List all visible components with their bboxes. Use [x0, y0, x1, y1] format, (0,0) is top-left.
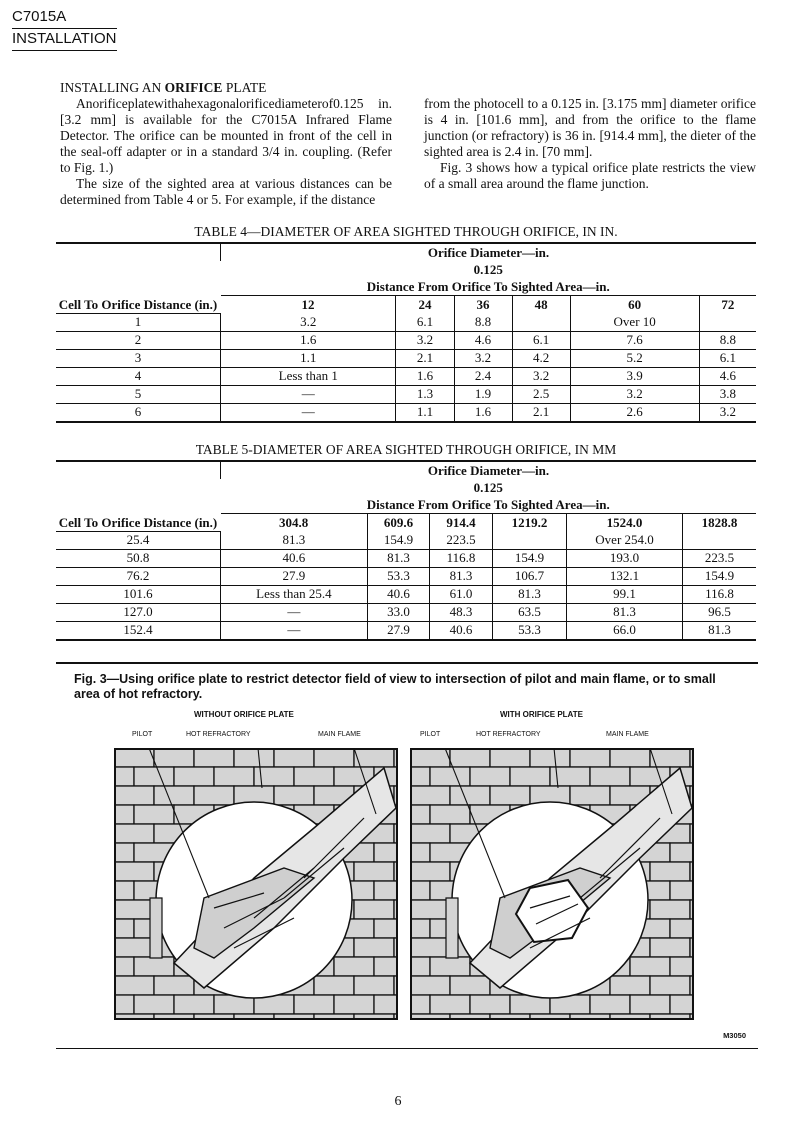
brick: [114, 748, 154, 767]
table4-col-header: 12: [301, 296, 315, 312]
brick: [134, 957, 174, 976]
brick: [610, 976, 650, 995]
brick: [374, 919, 398, 938]
table-row: [56, 567, 756, 585]
brick: [114, 938, 154, 957]
table-cell: 3.2: [454, 349, 512, 367]
brick: [470, 995, 510, 1014]
right-panel-illustration: [410, 748, 694, 1020]
table-cell: [699, 313, 756, 331]
table-cell: 106.7: [492, 567, 566, 585]
table4-row-header: Cell To Orifice Distance (in.): [56, 243, 221, 313]
left-panel-illustration: [114, 748, 398, 1020]
row-label-cell: 1: [56, 313, 221, 331]
brick: [450, 976, 490, 995]
right-label-main-flame: MAIN FLAME: [606, 731, 649, 738]
table-cell: 63.5: [492, 603, 566, 621]
brick: [410, 995, 430, 1014]
table-cell: 81.3: [221, 531, 368, 549]
brick: [374, 843, 398, 862]
brick: [590, 767, 630, 786]
table5-col-header: 609.6: [367, 514, 429, 532]
brick: [354, 938, 394, 957]
table-cell: 99.1: [567, 585, 683, 603]
brick: [410, 824, 450, 843]
brick: [114, 919, 134, 938]
table-cell: 6.1: [512, 331, 570, 349]
table-cell: 7.6: [570, 331, 699, 349]
row-label-cell: 3: [56, 349, 221, 367]
table-cell: 154.9: [492, 549, 566, 567]
table4-group-line2: 0.125: [473, 261, 503, 277]
row-label-cell: 5: [56, 385, 221, 403]
brick: [354, 900, 394, 919]
table5-row-header: Cell To Orifice Distance (in.): [56, 461, 221, 531]
brick: [314, 976, 354, 995]
brick: [410, 976, 450, 995]
figure-caption: Fig. 3—Using orifice plate to restrict detector field of view to intersection of pilot and main flame, or to small area of hot refractory.: [74, 672, 716, 701]
table-cell: 8.8: [454, 313, 512, 331]
paragraph-2-continued: from the photocell to a 0.125 in. [3.175 mm] diameter orifice is 4 in. [101.6 mm], and from the orifice to the flame junction (or refractory) is 36 in. [914.4 mm], the dieter of the sighted area is 2.4 in. [70 mm].: [424, 96, 756, 159]
table5-col-header: 1219.2: [492, 514, 566, 532]
heading-bold: ORIFICE: [164, 80, 223, 95]
table-cell: 8.8: [699, 331, 756, 349]
brick: [670, 995, 694, 1014]
right-sight-port: [446, 898, 458, 958]
brick: [114, 824, 154, 843]
brick: [410, 843, 430, 862]
paragraph-2: The size of the sighted area at various distances can be determined from Table 4 or 5. For example, if the distance: [60, 176, 392, 207]
table-row: [56, 603, 756, 621]
table4-caption: TABLE 4—DIAMETER OF AREA SIGHTED THROUGH ORIFICE, IN IN.: [194, 224, 618, 239]
table-cell: 27.9: [221, 567, 368, 585]
brick: [214, 767, 254, 786]
table5-col-header: 304.8: [279, 514, 309, 530]
brick: [650, 976, 690, 995]
table-cell: 81.3: [567, 603, 683, 621]
section-heading: [60, 80, 392, 96]
brick: [670, 957, 694, 976]
table-cell: 4.6: [699, 367, 756, 385]
table-cell: 81.3: [682, 621, 756, 640]
table-cell: 3.2: [396, 331, 454, 349]
brick: [590, 995, 630, 1014]
brick: [670, 843, 694, 862]
brick: [510, 767, 550, 786]
table-cell: 81.3: [492, 585, 566, 603]
table-cell: Over 254.0: [567, 531, 683, 549]
table4-col-header: 48: [512, 296, 570, 314]
table5-col-header: 1828.8: [682, 514, 756, 532]
table-cell: 61.0: [430, 585, 492, 603]
table4-col-header: 72: [699, 296, 756, 314]
table-cell: 2.4: [454, 367, 512, 385]
brick: [114, 786, 154, 805]
left-sight-port: [150, 898, 162, 958]
brick: [670, 881, 694, 900]
brick: [670, 919, 694, 938]
figure-3: [56, 662, 758, 1049]
table-cell: 40.6: [367, 585, 429, 603]
table-cell: —: [221, 621, 368, 640]
brick: [490, 786, 530, 805]
brick: [154, 976, 194, 995]
table4-col-header: 24: [396, 296, 454, 314]
brick: [630, 995, 670, 1014]
brick: [650, 900, 690, 919]
table-cell: 3.9: [570, 367, 699, 385]
table-cell: 193.0: [567, 549, 683, 567]
table-cell: 223.5: [430, 531, 492, 549]
left-label-main-flame: MAIN FLAME: [318, 731, 361, 738]
header-rule: [12, 28, 117, 29]
table-cell: [682, 531, 756, 549]
brick: [490, 748, 530, 767]
page-number: 6: [394, 1094, 402, 1109]
brick: [294, 995, 334, 1014]
brick: [410, 881, 430, 900]
brick: [334, 995, 374, 1014]
table-cell: 81.3: [430, 567, 492, 585]
table-cell: 4.6: [454, 331, 512, 349]
table-cell: 2.6: [570, 403, 699, 422]
table-cell: 40.6: [430, 621, 492, 640]
table-cell: 2.5: [512, 385, 570, 403]
table5-caption: TABLE 5-DIAMETER OF AREA SIGHTED THROUGH ORIFICE, IN MM: [195, 442, 617, 457]
table-row: [56, 367, 756, 385]
brick: [450, 748, 490, 767]
table-cell: 33.0: [367, 603, 429, 621]
brick: [450, 786, 490, 805]
brick: [114, 862, 154, 881]
brick: [650, 938, 690, 957]
brick: [374, 957, 398, 976]
table-cell: 1.3: [396, 385, 454, 403]
table5-col-header: 914.4: [430, 514, 492, 532]
row-label-cell: 101.6: [56, 585, 221, 603]
brick: [430, 767, 470, 786]
table-cell: 5.2: [570, 349, 699, 367]
table-cell: 223.5: [682, 549, 756, 567]
brick: [114, 995, 134, 1014]
right-panel-title: WITH ORIFICE PLATE: [500, 710, 583, 719]
table-cell: 3.2: [699, 403, 756, 422]
row-label-cell: 4: [56, 367, 221, 385]
table-cell: 2.1: [512, 403, 570, 422]
brick: [194, 786, 234, 805]
table-cell: 3.2: [221, 313, 396, 331]
brick: [334, 957, 374, 976]
brick: [114, 900, 154, 919]
brick: [374, 881, 398, 900]
table5-group-line2: 0.125: [473, 479, 503, 495]
left-label-pilot: PILOT: [132, 731, 153, 738]
table-cell: —: [221, 603, 368, 621]
table-row: [56, 585, 756, 603]
brick: [234, 748, 274, 767]
table-cell: 27.9: [367, 621, 429, 640]
row-label-cell: 25.4: [56, 531, 221, 549]
table-row: [56, 531, 756, 549]
table-cell: 1.1: [396, 403, 454, 422]
brick: [274, 748, 314, 767]
table-cell: 3.8: [699, 385, 756, 403]
brick: [114, 957, 134, 976]
table-cell: 1.9: [454, 385, 512, 403]
brick: [410, 862, 450, 881]
table-cell: 1.6: [221, 331, 396, 349]
brick: [154, 748, 194, 767]
brick: [134, 805, 174, 824]
table-cell: 4.2: [512, 349, 570, 367]
table-row: [56, 331, 756, 349]
brick: [314, 748, 354, 767]
row-label-cell: 152.4: [56, 621, 221, 640]
right-label-refractory: HOT REFRACTORY: [476, 731, 541, 738]
right-column: [424, 96, 756, 192]
table-cell: 1.6: [396, 367, 454, 385]
table-row: [56, 313, 756, 331]
brick: [430, 995, 470, 1014]
figure-code: M3050: [723, 1031, 746, 1040]
section-name: INSTALLATION: [12, 30, 117, 47]
table-cell: Less than 25.4: [221, 585, 368, 603]
brick: [410, 786, 450, 805]
table-cell: [512, 313, 570, 331]
table4-col-header: 60: [570, 296, 699, 314]
left-column: [60, 80, 392, 208]
table-cell: [492, 531, 566, 549]
table-cell: 3.2: [570, 385, 699, 403]
row-label-cell: 2: [56, 331, 221, 349]
table-cell: 116.8: [430, 549, 492, 567]
table-cell: 132.1: [567, 567, 683, 585]
table4-col-header: 36: [454, 296, 512, 314]
table-cell: 48.3: [430, 603, 492, 621]
heading-suffix: PLATE: [222, 80, 267, 95]
table-cell: Less than 1: [221, 367, 396, 385]
right-label-pilot: PILOT: [420, 731, 441, 738]
table-cell: 53.3: [367, 567, 429, 585]
table-cell: 154.9: [367, 531, 429, 549]
left-label-refractory: HOT REFRACTORY: [186, 731, 251, 738]
paragraph-3: Fig. 3 shows how a typical orifice plate restricts the view of a small area around the flame junction.: [424, 160, 756, 191]
table-cell: 81.3: [367, 549, 429, 567]
table-row: [56, 385, 756, 403]
table-cell: —: [221, 403, 396, 422]
table5-group-line1: Orifice Diameter—in.: [221, 461, 757, 479]
brick: [570, 748, 610, 767]
table5-group-line3: Distance From Orifice To Sighted Area—in.: [221, 496, 757, 514]
brick: [274, 786, 314, 805]
table-row: [56, 403, 756, 422]
brick: [114, 881, 134, 900]
brick: [354, 862, 394, 881]
row-label-cell: 76.2: [56, 567, 221, 585]
brick: [410, 919, 430, 938]
table-row: [56, 621, 756, 640]
brick: [194, 748, 234, 767]
table-row: [56, 349, 756, 367]
brick: [374, 995, 398, 1014]
brick: [630, 957, 670, 976]
table-cell: —: [221, 385, 396, 403]
brick: [650, 862, 690, 881]
brick: [570, 786, 610, 805]
table4-group-line3: Distance From Orifice To Sighted Area—in.: [221, 278, 757, 296]
table-cell: 40.6: [221, 549, 368, 567]
brick: [410, 767, 430, 786]
table4: [56, 242, 756, 423]
table-cell: 1.6: [454, 403, 512, 422]
brick: [134, 767, 174, 786]
table-cell: 6.1: [699, 349, 756, 367]
table-cell: 66.0: [567, 621, 683, 640]
left-panel-title: WITHOUT ORIFICE PLATE: [194, 710, 294, 719]
model-number: C7015A: [12, 8, 67, 25]
brick: [430, 957, 470, 976]
table5: [56, 460, 756, 641]
table-row: [56, 549, 756, 567]
brick: [174, 995, 214, 1014]
row-label-cell: 50.8: [56, 549, 221, 567]
table4-group-line1: Orifice Diameter—in.: [221, 243, 757, 261]
brick: [610, 748, 650, 767]
brick: [114, 805, 134, 824]
brick: [154, 786, 194, 805]
brick: [410, 748, 450, 767]
brick: [470, 767, 510, 786]
table-cell: 96.5: [682, 603, 756, 621]
brick: [114, 976, 154, 995]
brick: [410, 938, 450, 957]
heading-prefix: INSTALLING AN: [60, 80, 165, 95]
table-cell: 154.9: [682, 567, 756, 585]
table-cell: Over 10: [570, 313, 699, 331]
brick: [134, 995, 174, 1014]
table-cell: 2.1: [396, 349, 454, 367]
brick: [174, 767, 214, 786]
table-cell: 6.1: [396, 313, 454, 331]
row-label-cell: 6: [56, 403, 221, 422]
brick: [410, 805, 430, 824]
page-header: [12, 8, 117, 52]
brick: [354, 748, 394, 767]
brick: [114, 843, 134, 862]
table5-col-header: 1524.0: [567, 514, 683, 532]
header-rule-bottom: [12, 50, 117, 51]
table-cell: 3.2: [512, 367, 570, 385]
table-cell: 116.8: [682, 585, 756, 603]
brick: [410, 957, 430, 976]
brick: [354, 976, 394, 995]
brick: [530, 748, 570, 767]
table-cell: 1.1: [221, 349, 396, 367]
row-label-cell: 127.0: [56, 603, 221, 621]
brick: [430, 805, 470, 824]
brick: [294, 767, 334, 786]
table-cell: 53.3: [492, 621, 566, 640]
brick: [410, 900, 450, 919]
paragraph-1: Anorificeplatewithahexagonalorificediameterof0.125 in. [3.2 mm] is available for the C7015A Infrared Flame Detector. The orifice can be mounted in front of the cell in the seal-off adapter or in a standard 3/4 in. coupling. (Refer to Fig. 1.): [60, 96, 392, 175]
brick: [114, 767, 134, 786]
brick: [650, 748, 690, 767]
